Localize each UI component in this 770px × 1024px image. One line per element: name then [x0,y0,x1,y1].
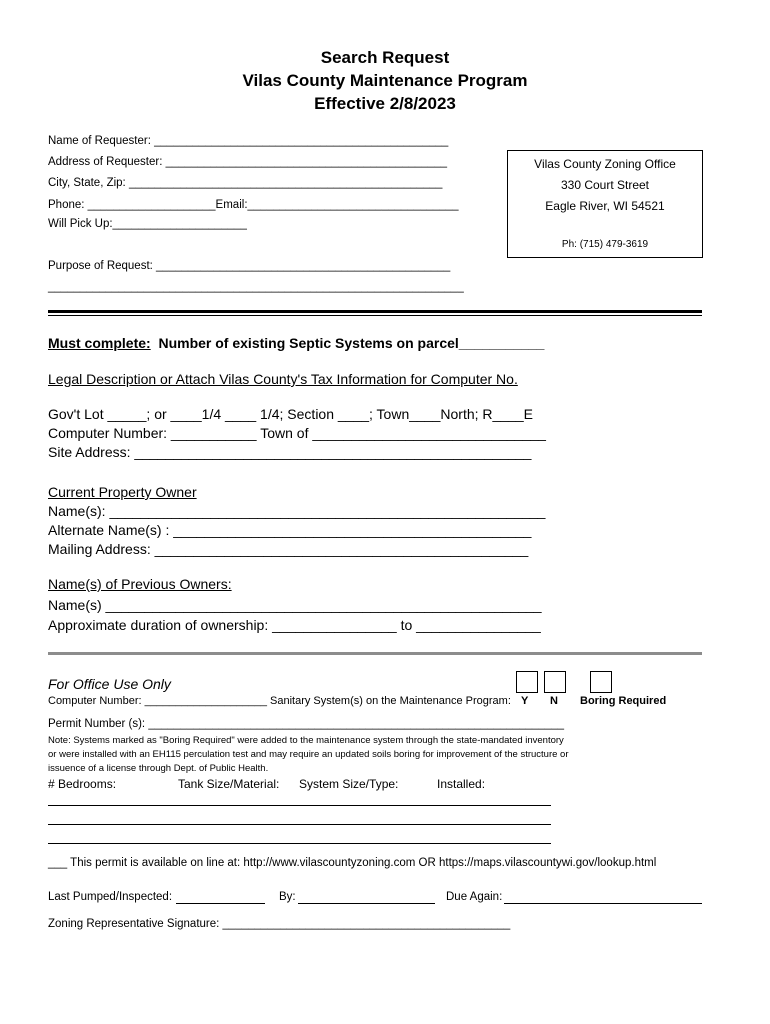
office-use-heading: For Office Use Only [48,676,171,692]
previous-names-field[interactable]: Name(s) ________________________________________________________ [48,597,542,613]
effective-date: Effective 2/8/2023 [314,94,456,113]
septic-systems-text: Number of existing Septic Systems on parcel___________ [158,335,545,351]
system-row-3[interactable] [48,843,551,844]
requester-city-field[interactable]: City, State, Zip: _________________________________________________ [48,177,443,189]
office-name: Vilas County Zoning Office [534,157,676,171]
program-title: Vilas County Maintenance Program [242,71,528,90]
zoning-office-address-box [507,150,703,258]
purpose-line2[interactable]: _________________________________________________________________ [48,281,464,293]
mailing-address-field[interactable]: Mailing Address: ________________________________________________ [48,541,529,557]
site-address-field[interactable]: Site Address: ___________________________________________________ [48,444,532,460]
system-size-column-label: System Size/Type: [299,777,399,791]
purpose-field[interactable]: Purpose of Request: ______________________________________________ [48,260,451,272]
by-label: By: [279,891,296,903]
boring-required-label: Boring Required [580,695,667,707]
govt-lot-field[interactable]: Gov't Lot _____; or ____1/4 ____ 1/4; Section ____; Town____North; R____E [48,406,533,422]
installed-column-label: Installed: [437,777,486,791]
note-line-1: Note: Systems marked as "Boring Required" were added to the maintenance system through the state-mandated inventory [48,735,564,746]
due-again-label: Due Again: [446,891,503,903]
system-row-2[interactable] [48,824,551,825]
requester-name-field[interactable]: Name of Requester: ______________________________________________ [48,135,449,147]
zoning-signature-field[interactable]: Zoning Representative Signature: _____________________________________________ [48,918,511,930]
page-title: Search Request [320,48,450,67]
office-computer-number-field[interactable]: Computer Number: ____________________ Sanitary System(s) on the Maintenance Program: [48,695,511,707]
office-section-divider [48,652,702,655]
bedrooms-column-label: # Bedrooms: [48,777,117,791]
yes-checkbox[interactable] [516,671,538,693]
septic-systems-field[interactable] [48,335,544,351]
due-again-line[interactable] [504,903,702,904]
owner-names-field[interactable]: Name(s): ________________________________________________________ [48,503,546,519]
permit-number-field[interactable]: Permit Number (s): _________________________________________________________________ [48,718,565,730]
alternate-names-field[interactable]: Alternate Name(s) : ______________________________________________ [48,522,532,538]
last-pumped-line[interactable] [176,903,265,904]
tank-size-column-label: Tank Size/Material: [178,777,280,791]
last-pumped-label: Last Pumped/Inspected: [48,891,173,903]
no-label: N [550,695,558,707]
no-checkbox[interactable] [544,671,566,693]
section-divider [48,310,702,313]
will-pick-up-field[interactable]: Will Pick Up:_____________________ [48,218,247,230]
yes-label: Y [521,695,529,707]
by-line[interactable] [298,903,435,904]
requester-address-field[interactable]: Address of Requester: ____________________________________________ [48,156,448,168]
previous-owners-heading: Name(s) of Previous Owners: [48,576,232,592]
office-phone: Ph: (715) 479-3619 [561,239,649,250]
online-availability-field[interactable]: ___ This permit is available on line at: http://www.vilascountyzoning.com OR https://maps.vilascountywi.gov/lookup.html [48,857,657,869]
note-line-3: issuence of a license through Dept. of Public Health. [48,763,269,774]
section-divider-thin [48,315,702,316]
note-line-2: or were installed with an EH115 perculation test and may require an updated soils boring for improvement of the structure or [48,749,569,760]
ownership-duration-field[interactable]: Approximate duration of ownership: ________________ to ________________ [48,617,541,633]
legal-description-heading: Legal Description or Attach Vilas County's Tax Information for Computer No. [48,371,518,387]
boring-required-checkbox[interactable] [590,671,612,693]
must-complete-label: Must complete: [48,335,151,351]
current-owner-heading: Current Property Owner [48,484,197,500]
system-row-1[interactable] [48,805,551,806]
office-city: Eagle River, WI 54521 [545,199,665,213]
computer-number-field[interactable]: Computer Number: ___________ Town of ______________________________ [48,425,546,441]
office-street: 330 Court Street [560,178,650,192]
requester-phone-email-field[interactable]: Phone: ____________________Email:_________________________________ [48,199,459,211]
